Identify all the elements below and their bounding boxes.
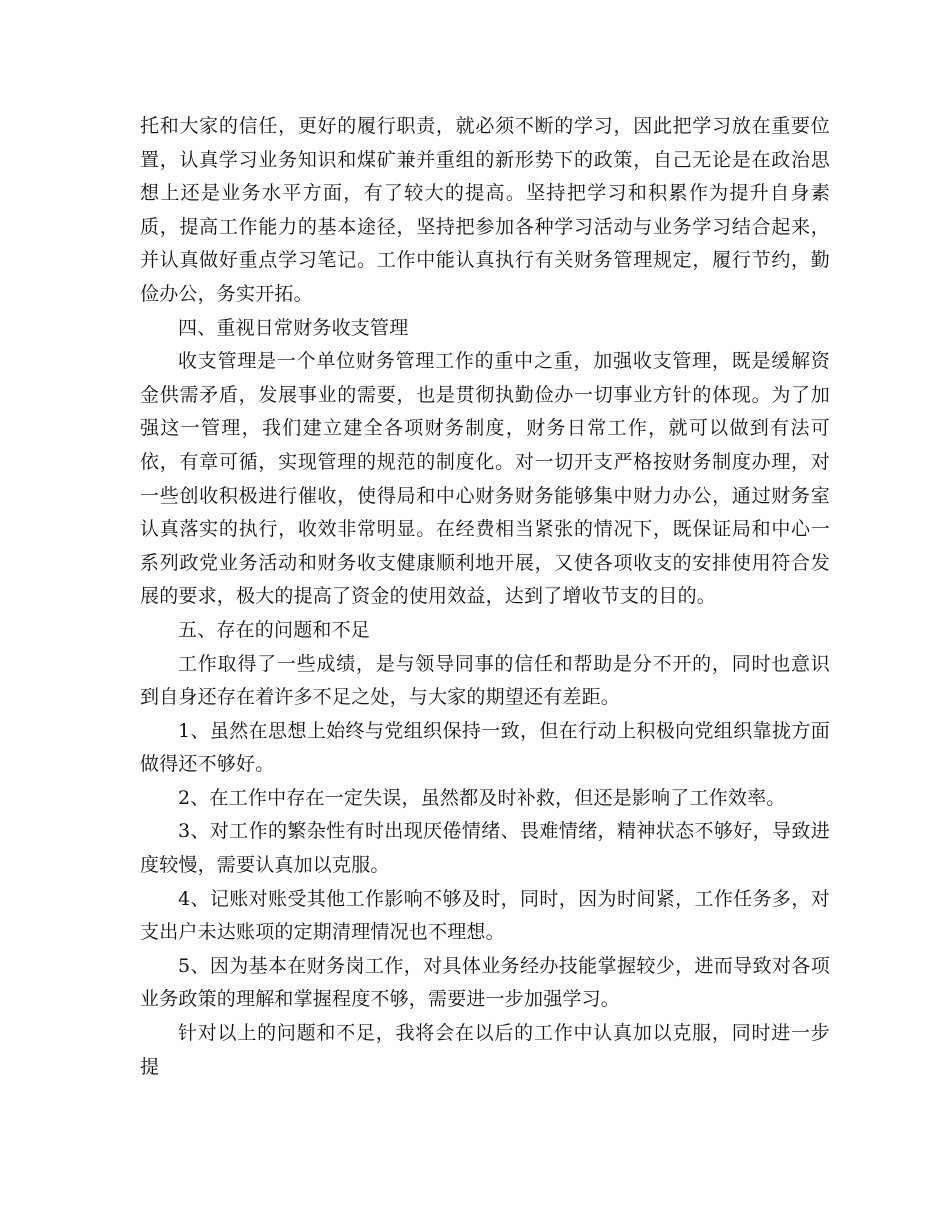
- list-item-3: 3、对工作的繁杂性有时出现厌倦情绪、畏难情绪，精神状态不够好，导致进度较慢，需要认真加以克服。: [140, 820, 830, 877]
- paragraph-1: 托和大家的信任，更好的履行职责，就必须不断的学习，因此把学习放在重要位置，认真学习业务知识和煤矿兼并重组的新形势下的政策，自己无论是在政治思想上还是业务水平方面，有了较大的提高。坚持把学习和积累作为提升自身素质，提高工作能力的基本途径，坚持把参加各种学习活动与业务学习结合起来，并认真做好重点学习笔记。工作中能认真执行有关财务管理规定，履行节约，勤俭办公，务实开拓。: [140, 115, 830, 305]
- section-heading-5: 五、存在的问题和不足: [178, 618, 371, 641]
- paragraph-3: 工作取得了一些成绩，是与领导同事的信任和帮助是分不开的，同时也意识到自身还存在着许多不足之处，与大家的期望还有差距。: [140, 652, 830, 709]
- list-item-2: 2、在工作中存在一定失误，虽然都及时补救，但还是影响了工作效率。: [178, 786, 786, 809]
- list-item-5: 5、因为基本在财务岗工作，对具体业务经办技能掌握较少，进而导致对各项业务政策的理解和掌握程度不够，需要进一步加强学习。: [140, 954, 830, 1011]
- list-item-4: 4、记账对账受其他工作影响不够及时，同时，因为时间紧，工作任务多，对支出户未达账项的定期清理情况也不理想。: [140, 887, 830, 944]
- paragraph-2: 收支管理是一个单位财务管理工作的重中之重，加强收支管理，既是缓解资金供需矛盾，发展事业的需要，也是贯彻执勤俭办一切事业方针的体现。为了加强这一管理，我们建立建全各项财务制度，财务日常工作，就可以做到有法可依，有章可循，实现管理的规范的制度化。对一切开支严格按财务制度办理，对一些创收积极进行催收，使得局和中心财务财务能够集中财力办公，通过财务室认真落实的执行，收效非常明显。在经费相当紧张的情况下，既保证局和中心一系列政党业务活动和财务收支健康顺利地开展，又使各项收支的安排使用符合发展的要求，极大的提高了资金的使用效益，达到了增收节支的目的。: [140, 350, 830, 608]
- section-heading-4: 四、重视日常财务收支管理: [178, 316, 409, 339]
- list-item-1: 1、虽然在思想上始终与党组织保持一致，但在行动上积极向党组织靠拢方面做得还不够好。: [140, 719, 830, 776]
- document-body: [140, 110, 830, 1084]
- paragraph-last: 针对以上的问题和不足，我将会在以后的工作中认真加以克服，同时进一步提: [140, 1022, 830, 1078]
